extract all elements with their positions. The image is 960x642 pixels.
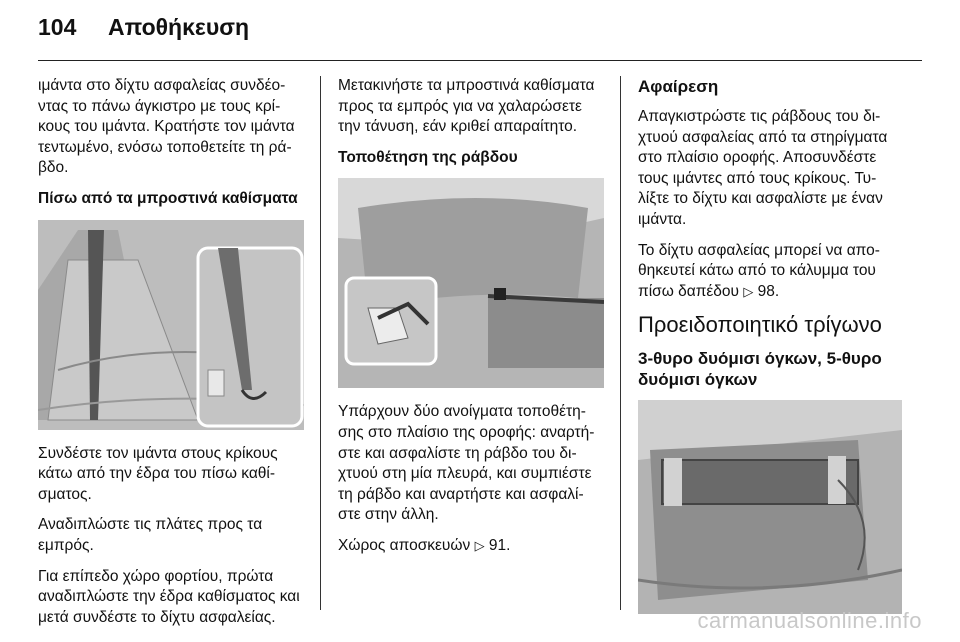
section-heading-warning-triangle: Προειδοποιητικό τρίγωνο (638, 312, 882, 338)
page-header (38, 14, 249, 41)
subheading-behind-front-seats: Πίσω από τα μπροστινά καθίσματα (38, 189, 298, 207)
paragraph: Υπάρχουν δύο ανοίγματα τοποθέτη-σης στο πλαίσιο της οροφής: αναρτή-στε και ασφαλίστε τη ράβδο του δι-χτυού στη μία πλευρά, και συμπιέστε τη ράβδο και αναρτήστε και ασφαλί-στε στην άλλη. (338, 403, 595, 524)
paragraph: Μετακινήστε τα μπροστινά καθίσματα προς τα εμπρός για να χαλαρώσετε την τάνυση, εάν κριθεί απαραίτητο. (338, 77, 595, 136)
paragraph (638, 241, 906, 303)
column-2 (338, 76, 604, 567)
column-divider (620, 76, 621, 610)
column-3 (638, 76, 906, 628)
paragraph: Απαγκιστρώστε τις ράβδους του δι-χτυού ασφαλείας από τα στηρίγματα στο πλαίσιο οροφής. Αποσυνδέστε τους ιμάντες από τους κρίκους. Τυ-λίξτε το δίχτυ και ασφαλίστε με έναν ιμάντα. (638, 108, 888, 228)
subheading-removal: Αφαίρεση (638, 77, 719, 96)
watermark: carmanualsonline.info (697, 608, 922, 633)
page-number: 104 (38, 14, 77, 40)
reference-arrow-icon: ▷ (474, 537, 485, 553)
header-rule (38, 60, 922, 61)
paragraph: Συνδέστε τον ιμάντα στους κρίκους κάτω από την έδρα του πίσω καθί-σματος. (38, 444, 278, 503)
subheading-line: δυόμισι όγκων (638, 370, 758, 390)
paragraph (338, 536, 604, 557)
reference-text: Χώρος αποσκευών (338, 536, 471, 554)
paragraph: Για επίπεδο χώρο φορτίου, πρώτα αναδιπλώστε την έδρα καθίσματος και μετά συνδέστε το δίχτυ ασφαλείας. (38, 567, 300, 626)
column-1 (38, 76, 304, 638)
subheading-body-type (638, 348, 906, 390)
section-title: Αποθήκευση (108, 14, 250, 40)
reference-arrow-icon: ▷ (743, 283, 754, 299)
subheading-rod-installation: Τοποθέτηση της ράβδου (338, 148, 518, 166)
column-divider (320, 76, 321, 610)
illustration-rod-mounting (338, 178, 604, 388)
illustration-warning-triangle-storage (638, 400, 902, 614)
reference-text: Το δίχτυ ασφαλείας μπορεί να απο-θηκευτεί κάτω από το κάλυμμα του πίσω δαπέδου (638, 241, 880, 300)
paragraph: Αναδιπλώστε τις πλάτες προς τα εμπρός. (38, 516, 263, 554)
page-reference: 98. (757, 282, 780, 300)
paragraph: ιμάντα στο δίχτυ ασφαλείας συνδέο-ντας το πάνω άγκιστρο με τους κρί-κους του ιμάντα. Κρατήστε τον ιμάντα τεντωμένο, ενόσω τοποθετείτε τη ρά-βδο. (38, 77, 295, 177)
page-reference: 91. (488, 536, 511, 554)
illustration-rear-seat-strap (38, 220, 304, 430)
subheading-line: 3-θυρο δυόμισι όγκων, 5-θυρο (638, 349, 882, 369)
